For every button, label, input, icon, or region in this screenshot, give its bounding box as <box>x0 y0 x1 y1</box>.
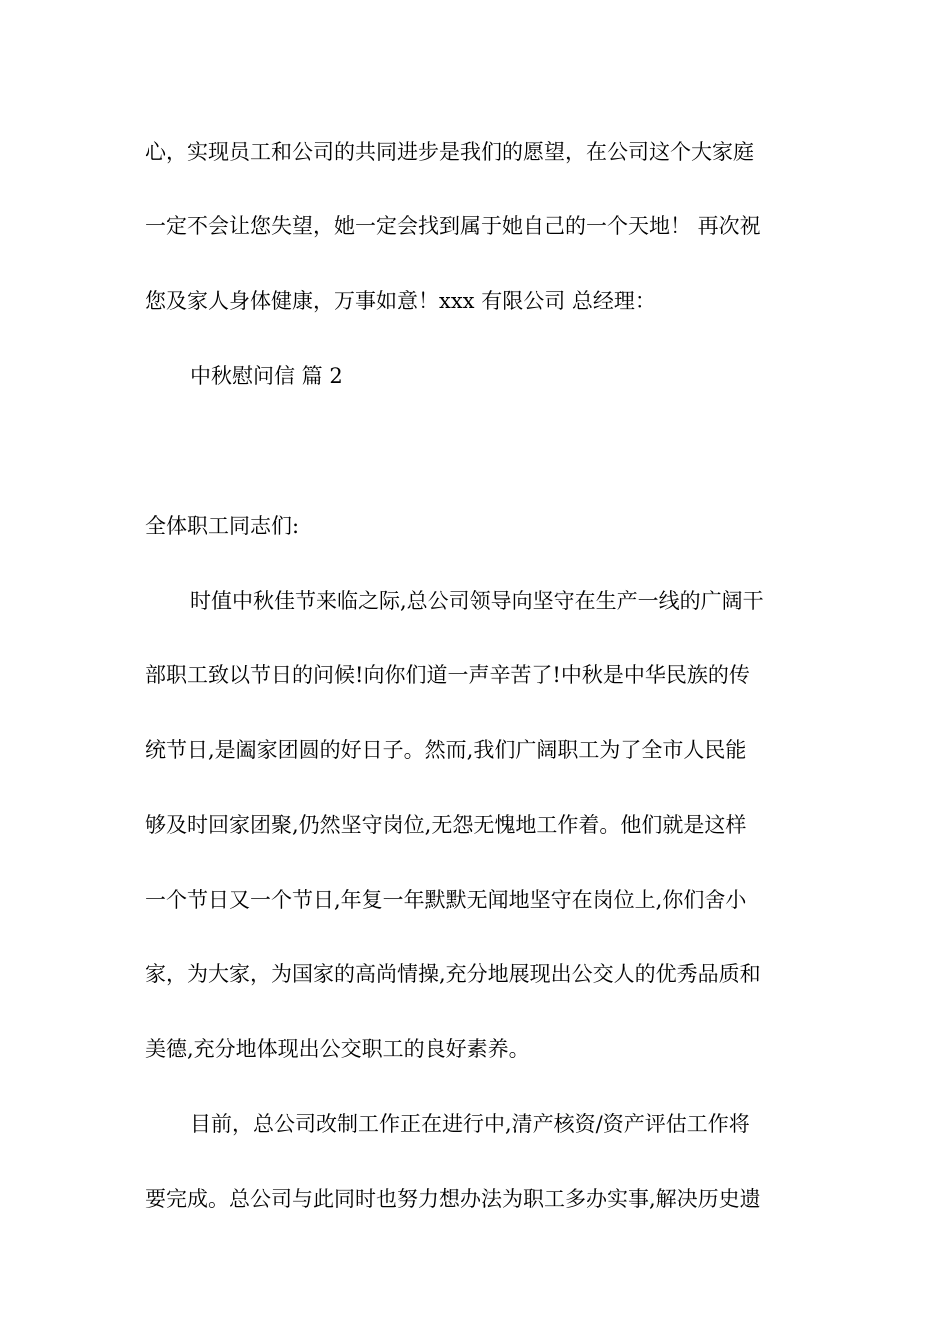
paragraph-line: 时值中秋佳节来临之际,总公司领导向坚守在生产一线的广阔干 <box>190 589 764 613</box>
paragraph-line: 部职工致以节日的问候!向你们道一声辛苦了!中秋是中华民族的传 <box>145 663 750 687</box>
paragraph-line: 要完成。总公司与此同时也努力想办法为职工多办实事,解决历史遗 <box>145 1187 761 1211</box>
paragraph-line: 您及家人身体健康，万事如意！xxx 有限公司 总经理： <box>145 289 656 313</box>
paragraph-line: 统节日,是阖家团圆的好日子。然而,我们广阔职工为了全市人民能 <box>145 738 747 762</box>
paragraph-line: 家，为大家，为国家的高尚情操,充分地展现出公交人的优秀品质和 <box>145 962 761 986</box>
paragraph-line: 美德,充分地体现出公交职工的良好素养。 <box>145 1037 530 1061</box>
section-heading: 中秋慰问信 篇 2 <box>190 364 343 388</box>
paragraph-line: 够及时回家团聚,仍然坚守岗位,无怨无愧地工作着。他们就是这样 <box>145 813 747 837</box>
paragraph-line: 心，实现员工和公司的共同进步是我们的愿望，在公司这个大家庭 <box>145 140 754 164</box>
paragraph-line: 目前，总公司改制工作正在进行中,清产核资/资产评估工作将 <box>190 1112 750 1136</box>
paragraph-line: 一个节日又一个节日,年复一年默默无闻地坚守在岗位上,你们舍小 <box>145 888 747 912</box>
salutation: 全体职工同志们: <box>145 514 300 538</box>
paragraph-line: 一定不会让您失望，她一定会找到属于她自己的一个天地！ 再次祝 <box>145 214 761 238</box>
